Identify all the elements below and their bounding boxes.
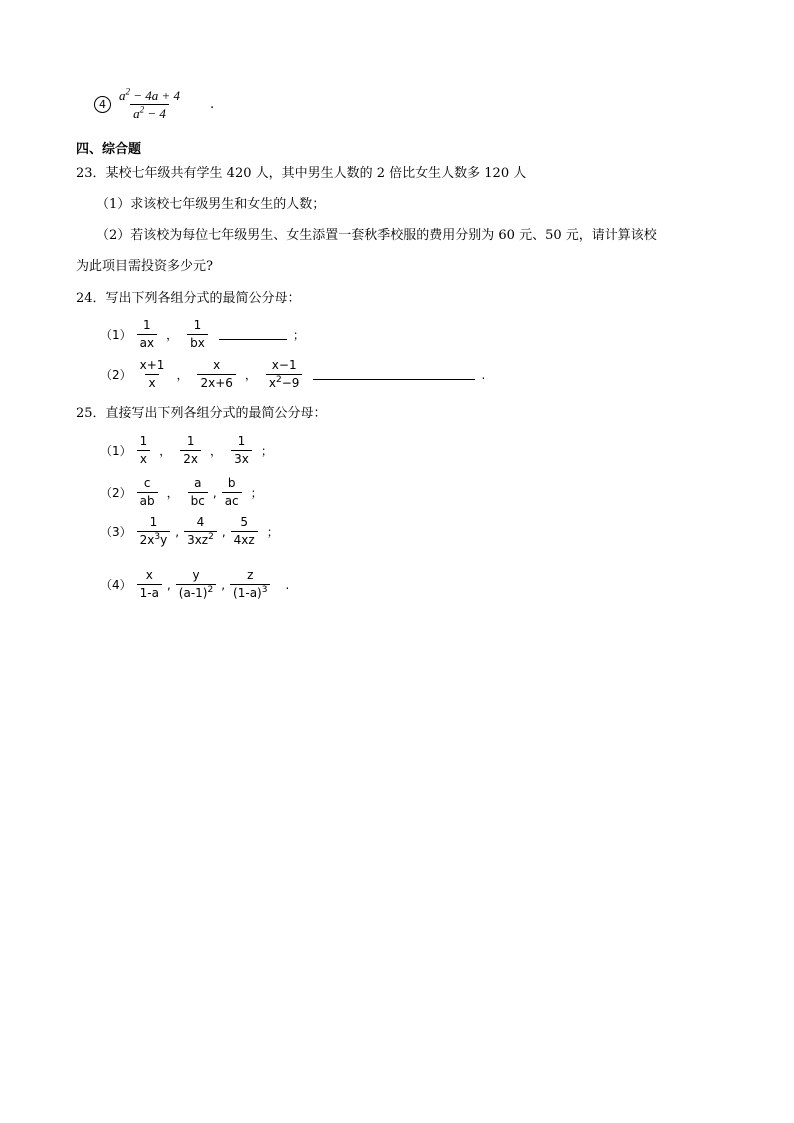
- answer-blank[interactable]: [313, 369, 475, 380]
- den-part: 3xz: [187, 533, 209, 547]
- numerator: x: [145, 568, 153, 582]
- separator: ,: [221, 524, 226, 539]
- fraction-3: [231, 515, 258, 548]
- separator: ，: [210, 444, 223, 458]
- separator: ，: [166, 328, 179, 342]
- fraction-1: [137, 476, 158, 509]
- separator: ，: [244, 368, 257, 382]
- numerator: 1: [193, 318, 202, 332]
- fraction-3: [266, 358, 303, 391]
- den-exponent: 3: [154, 532, 161, 542]
- den-part: y: [160, 533, 168, 547]
- denominator: [137, 531, 171, 548]
- denominator: ax: [137, 334, 157, 351]
- denominator: [266, 374, 303, 391]
- fraction-1: [137, 318, 157, 351]
- separator: ，: [159, 444, 172, 458]
- denominator: 4xz: [231, 531, 258, 548]
- denominator: bc: [188, 492, 208, 509]
- end-mark: ；: [250, 486, 263, 500]
- q25-part4: [100, 568, 295, 601]
- end-mark: ；: [260, 444, 273, 458]
- numerator: a: [194, 476, 202, 490]
- numerator: 4: [196, 515, 205, 529]
- separator: ,: [221, 577, 226, 592]
- fraction-2: [176, 568, 216, 601]
- fraction-1: [137, 515, 171, 548]
- numerator: 1: [149, 515, 158, 529]
- numerator: 5: [240, 515, 249, 529]
- q25-part2: [100, 476, 269, 509]
- den-part: 2x: [139, 533, 155, 547]
- q25-part1: [100, 434, 279, 467]
- den-base: x: [268, 376, 277, 390]
- q22-item-4: [94, 88, 214, 121]
- numerator: 1: [186, 434, 195, 448]
- end-period: .: [210, 97, 215, 112]
- separator: ，: [166, 486, 179, 500]
- denominator: [176, 584, 216, 601]
- denominator: ab: [137, 492, 158, 509]
- denominator: x: [137, 450, 150, 467]
- denominator: x: [145, 374, 158, 391]
- fraction-1: [137, 358, 168, 391]
- numerator: y: [192, 568, 200, 582]
- fraction-2: [184, 515, 217, 548]
- q25-stem: 25．直接写出下列各组分式的最简公分母：: [76, 406, 327, 421]
- fraction-2: [188, 476, 208, 509]
- numerator: 1: [143, 318, 151, 332]
- part-label: （3）: [100, 525, 132, 539]
- part-label: （2）: [100, 486, 132, 500]
- fraction: [116, 88, 183, 121]
- denominator: $a^2 - 4$: [130, 104, 169, 121]
- fraction-2: [180, 434, 201, 467]
- numerator: c: [143, 476, 151, 490]
- denominator: 2x: [180, 450, 201, 467]
- end-mark: ；: [292, 328, 305, 342]
- den-part: (1-a): [233, 586, 262, 600]
- numerator: z: [247, 568, 254, 582]
- part-label: （1）: [100, 328, 132, 342]
- answer-blank[interactable]: [219, 329, 287, 340]
- numerator: 1: [237, 434, 246, 448]
- denominator: [230, 584, 270, 601]
- fraction-1: [137, 568, 162, 601]
- q25-part3: [100, 515, 285, 548]
- part-label: （4）: [100, 578, 132, 592]
- q24-part1: [100, 318, 311, 351]
- separator: ,: [175, 524, 180, 539]
- numerator: 1: [139, 434, 148, 448]
- fraction-3: [230, 568, 270, 601]
- item-number-circle: 4: [94, 96, 111, 113]
- den-exponent: 3: [261, 585, 268, 595]
- den-rest: −9: [281, 376, 300, 390]
- numerator: x+1: [139, 358, 165, 372]
- separator: ,: [212, 485, 217, 500]
- denominator: 1-a: [137, 584, 162, 601]
- end-mark: .: [285, 577, 290, 592]
- part-label: （2）: [100, 368, 132, 382]
- denominator: [184, 531, 217, 548]
- fraction-3: [222, 476, 242, 509]
- part-label: （1）: [100, 444, 132, 458]
- numerator: b: [227, 476, 236, 490]
- separator: ,: [166, 577, 171, 592]
- q24-stem: 24．写出下列各组分式的最简公分母：: [76, 291, 301, 306]
- denominator: 2x+6: [197, 374, 235, 391]
- den-exponent: 2: [276, 375, 282, 385]
- denominator: 3x: [231, 450, 252, 467]
- q23-part2-line2: 为此项目需投资多少元?: [76, 259, 213, 274]
- separator: ，: [176, 368, 189, 382]
- denominator: ac: [222, 492, 242, 509]
- numerator: x: [213, 358, 221, 372]
- q24-part2: [100, 358, 491, 391]
- end-mark: .: [481, 367, 486, 382]
- den-part: (a-1): [178, 586, 208, 600]
- section-title: 四、综合题: [76, 142, 142, 157]
- q23-part1: （1）求该校七年级男生和女生的人数；: [96, 197, 326, 212]
- numerator: $a^2 - 4a + 4$: [119, 86, 181, 103]
- denominator: bx: [187, 334, 208, 351]
- fraction-3: [231, 434, 252, 467]
- den-exponent: 2: [208, 532, 214, 542]
- fraction-2: [187, 318, 208, 351]
- numerator: x−1: [271, 358, 297, 372]
- fraction-2: [197, 358, 235, 391]
- q23-part2-line1: （2）若该校为每位七年级男生、女生添置一套秋季校服的费用分别为 60 元、50 元，请计算该校: [96, 228, 657, 243]
- end-mark: ；: [266, 525, 279, 539]
- fraction-1: [137, 434, 151, 467]
- q23-stem: 23．某校七年级共有学生 420 人，其中男生人数的 2 倍比女生人数多 120 人: [76, 166, 527, 181]
- den-exponent: 2: [207, 585, 214, 595]
